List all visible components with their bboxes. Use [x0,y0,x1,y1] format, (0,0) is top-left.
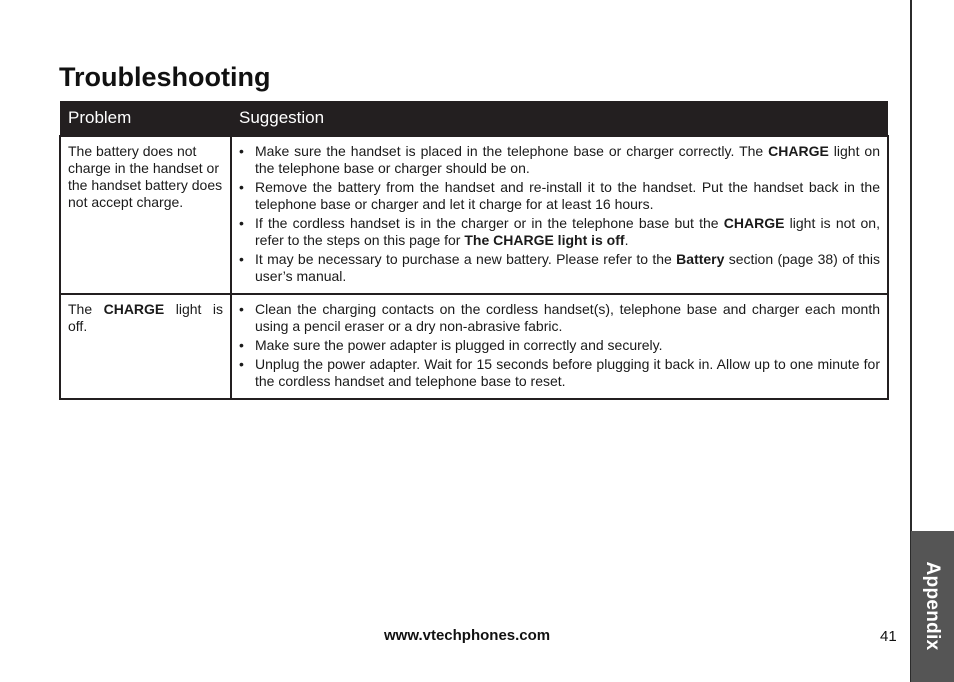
text-run: Make sure the handset is placed in the telephone base or charger correctly. The [255,143,769,159]
appendix-tab-label: Appendix [922,561,943,651]
header-suggestion: Suggestion [231,101,888,136]
bold-text: Battery [676,251,725,267]
page-number: 41 [880,628,897,645]
bullet-icon: • [239,179,244,195]
suggestion-cell [231,136,888,294]
bold-text: CHARGE [768,143,829,159]
bullet-icon: • [239,215,244,231]
suggestion-cell [231,294,888,399]
suggestion-list [239,143,880,285]
list-item [239,251,880,285]
list-item [239,215,880,249]
list-item [239,337,880,354]
text-run: light is not on, refer to the steps on this page for [255,215,880,248]
bullet-icon: • [239,337,244,353]
list-item [239,356,880,390]
bullet-icon: • [239,143,244,159]
list-item [239,179,880,213]
footer-url[interactable]: www.vtechphones.com [384,627,551,644]
header-problem: Problem [60,101,231,136]
suggestion-list [239,301,880,390]
bullet-icon: • [239,356,244,372]
bold-text: CHARGE [103,301,165,317]
table-header-row [60,101,888,136]
problem-cell: The battery does not charge in the handset or the handset battery does not accept charge. [60,136,231,294]
text-run: It may be necessary to purchase a new battery. Please refer to the [255,251,677,267]
troubleshooting-table [59,101,889,400]
bold-text: The CHARGE light is off [464,232,625,248]
bullet-icon: • [239,301,244,317]
list-item [239,301,880,335]
text-run: Clean the charging contacts on the cordless handset(s), telephone base and charger each month using a pencil eraser or a dry non-abrasive fabric. [255,301,880,334]
text-run: Remove the battery from the handset and re-install it to the handset. Put the handset back in the telephone base or charger and let it charge for at least 16 hours. [255,179,880,212]
text-run: light on the telephone base or charger should be on. [255,143,880,176]
text-run: Unplug the power adapter. Wait for 15 seconds before plugging it back in. Allow up to one minute for the cordless handset and telephone base to reset. [255,356,880,389]
table-row [60,136,888,294]
text-run: The [68,301,104,317]
text-run: Make sure the power adapter is plugged in correctly and securely. [255,337,663,353]
text-run: If the cordless handset is in the charger or in the telephone base but the [255,215,724,231]
text-run: section (page 38) of this user’s manual. [255,251,880,284]
bold-text: CHARGE [723,215,785,231]
text-run: light is off. [68,301,223,334]
table-row [60,294,888,399]
text-run: . [624,232,629,248]
problem-cell [60,294,231,399]
list-item [239,143,880,177]
page-title: Troubleshooting [59,62,271,92]
bullet-icon: • [239,251,244,267]
